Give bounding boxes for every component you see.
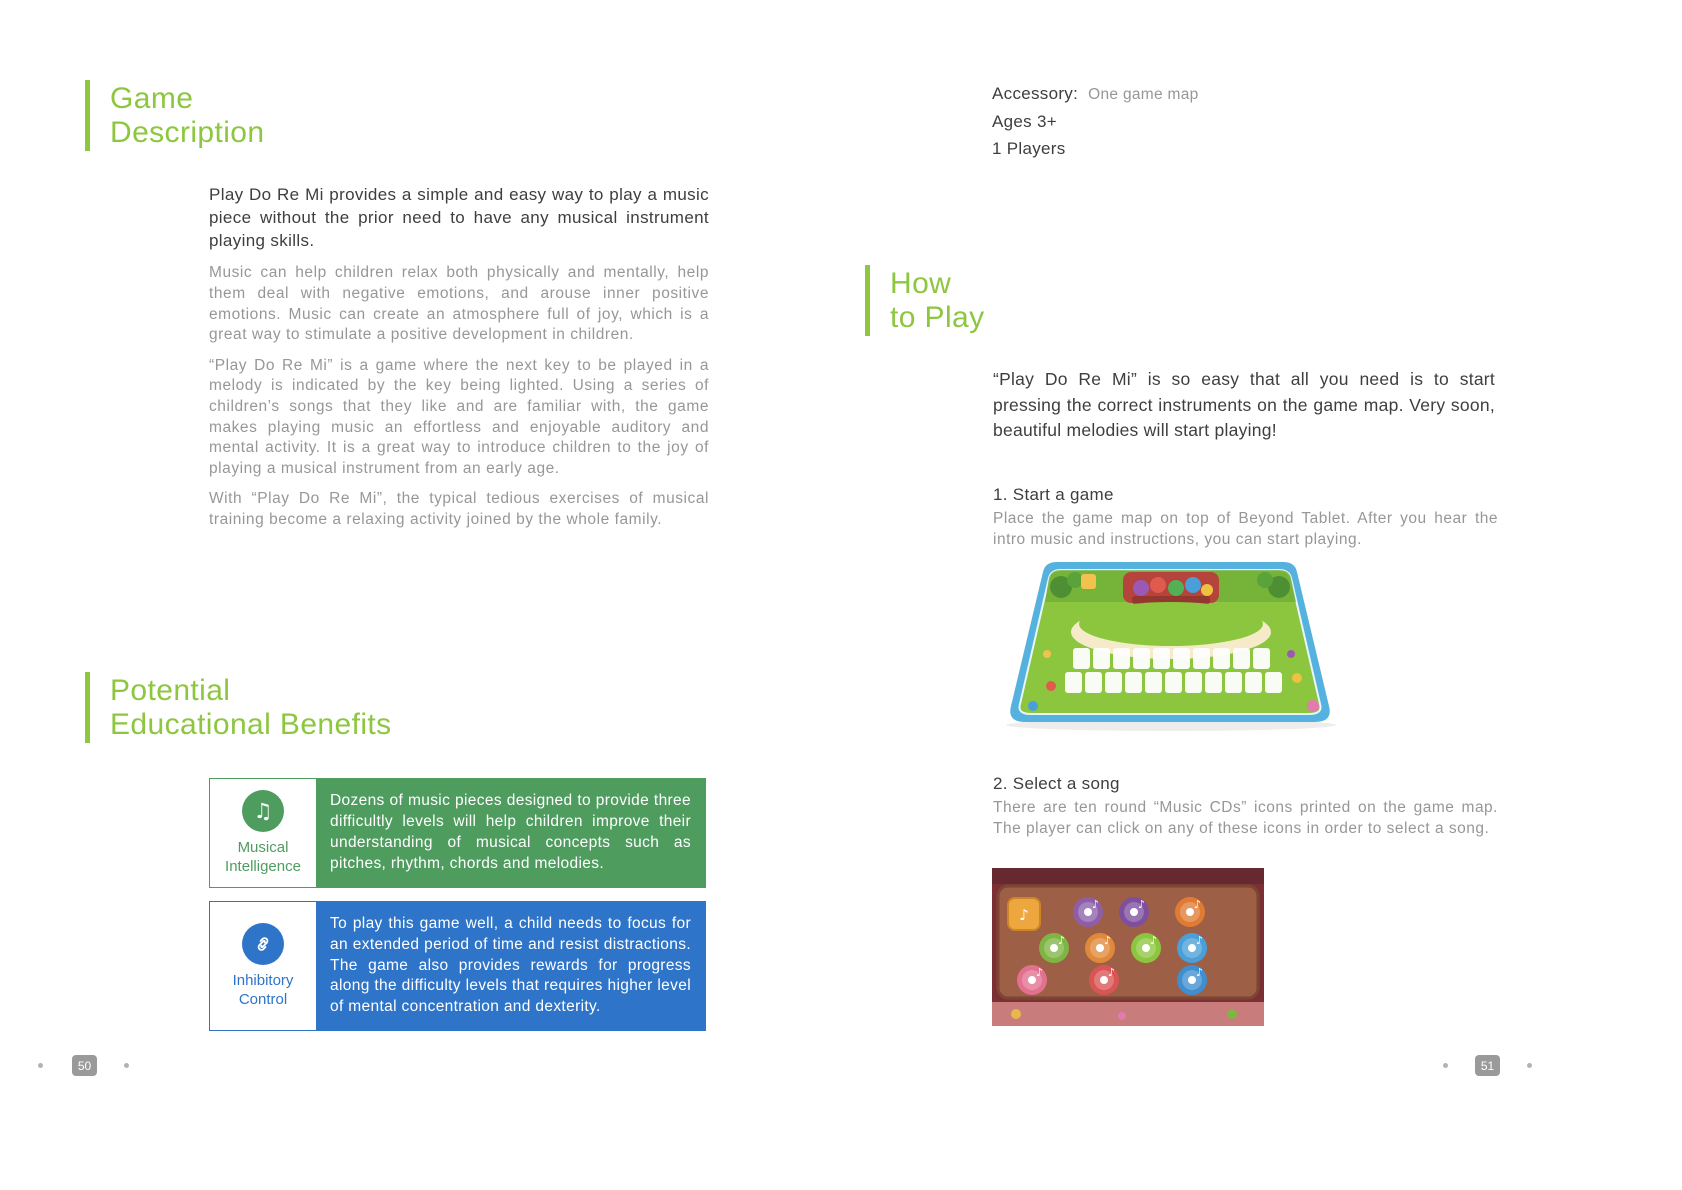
body-paragraph: With “Play Do Re Mi”, the typical tedious exercises of musical training become a relaxing activity joined by the whole family. bbox=[209, 490, 709, 529]
cd-image-bottom-strip bbox=[992, 1002, 1264, 1026]
step-1-text: Place the game map on top of Beyond Tablet. After you hear the intro music and instructions, you can start playing. bbox=[993, 510, 1498, 548]
benefit-label bbox=[233, 972, 294, 1010]
svg-text:♪: ♪ bbox=[1196, 934, 1204, 947]
intro-paragraph: “Play Do Re Mi” is so easy that all you need is to start pressing the correct instruments on the game map. Very soon, beautiful melodies will start playing! bbox=[993, 369, 1495, 441]
heading-line: Game bbox=[110, 82, 194, 115]
map-corner-tile bbox=[1081, 574, 1096, 589]
benefit-label-line: Inhibitory bbox=[232, 971, 294, 989]
benefit-label-line: Intelligence bbox=[225, 857, 301, 875]
benefit-card-musical-intelligence bbox=[209, 778, 706, 888]
svg-text:♪: ♪ bbox=[1104, 934, 1112, 947]
svg-text:♪: ♪ bbox=[1196, 966, 1204, 979]
svg-text:♪: ♪ bbox=[1138, 898, 1146, 911]
page-number-badge bbox=[72, 1055, 97, 1076]
benefit-icon-box bbox=[210, 902, 316, 1030]
chain-link-icon bbox=[242, 923, 284, 965]
benefits-heading bbox=[85, 672, 392, 743]
accessory-row bbox=[992, 80, 1199, 108]
game-description-body bbox=[209, 183, 709, 541]
page-number: 50 bbox=[77, 1058, 92, 1073]
page-number-badge bbox=[1475, 1055, 1500, 1076]
page-number: 51 bbox=[1480, 1058, 1495, 1073]
benefit-label bbox=[225, 839, 301, 877]
benefit-icon-box bbox=[210, 779, 316, 887]
svg-text:♪: ♪ bbox=[1058, 934, 1066, 947]
ages-text: Ages 3+ bbox=[992, 111, 1057, 131]
dot-decoration bbox=[124, 1063, 129, 1068]
players-text: 1 Players bbox=[992, 139, 1066, 159]
svg-text:♪: ♪ bbox=[1036, 966, 1044, 979]
svg-text:♪: ♪ bbox=[1150, 934, 1158, 947]
heading-line: How bbox=[890, 267, 952, 300]
game-description-heading bbox=[85, 80, 264, 151]
svg-text:♪: ♪ bbox=[1108, 966, 1116, 979]
body-paragraph: Music can help children relax both physically and mentally, help them deal with negative emotions, and arouse inner positive emotions. Music can create an atmosphere full of joy, which is a great way to stimulate a positive development in children. bbox=[209, 264, 709, 344]
heading-line: Description bbox=[110, 115, 265, 149]
svg-text:♪: ♪ bbox=[1194, 898, 1202, 911]
benefit-label-line: Musical bbox=[237, 838, 289, 856]
benefit-text bbox=[316, 779, 705, 887]
dot-decoration bbox=[1443, 1063, 1448, 1068]
lead-paragraph: Play Do Re Mi provides a simple and easy way to play a music piece without the prior need to have any musical instrument playing skills. bbox=[209, 185, 709, 251]
dot-decoration bbox=[38, 1063, 43, 1068]
svg-text:♪: ♪ bbox=[1019, 906, 1029, 924]
benefit-label-line: Control bbox=[238, 990, 288, 1008]
how-to-play-heading bbox=[865, 265, 985, 336]
chain-link-svg bbox=[252, 933, 274, 955]
dot-decoration bbox=[1527, 1063, 1532, 1068]
benefit-text-content: To play this game well, a child needs to focus for an extended period of time and resist distractions. The game also provides rewards for progress along the difficulty levels that requires higher level of mental concentration and dexterity. bbox=[330, 915, 691, 1016]
step-2-heading: 2. Select a song bbox=[993, 774, 1120, 793]
step-2-text: There are ten round “Music CDs” icons printed on the game map. The player can click on any of these icons in order to select a song. bbox=[993, 799, 1498, 837]
music-cds-illustration bbox=[992, 868, 1264, 1026]
svg-text:♪: ♪ bbox=[1092, 898, 1100, 911]
map-stage bbox=[1123, 572, 1219, 604]
step-1-heading: 1. Start a game bbox=[993, 485, 1114, 504]
game-map-image bbox=[995, 558, 1347, 734]
song-selector-tile bbox=[1008, 898, 1040, 930]
benefit-text bbox=[316, 902, 705, 1030]
heading-line: to Play bbox=[890, 300, 985, 334]
game-map-illustration bbox=[1010, 562, 1329, 722]
body-paragraph: “Play Do Re Mi” is a game where the next key to be played in a melody is indicated by the key being lighted. Using a series of children’s songs that they like and are familiar with, the game makes playing music an effortless and enjoyable auditory and mental activity. It is a great way to introduce children to the joy of playing a musical instrument from an early age. bbox=[209, 356, 709, 477]
accessory-value: One game map bbox=[1088, 86, 1199, 103]
benefit-card-inhibitory-control bbox=[209, 901, 706, 1031]
benefit-cards bbox=[209, 778, 706, 1031]
heading-line: Potential bbox=[110, 674, 231, 707]
accessory-label: Accessory: bbox=[992, 84, 1079, 103]
heading-line: Educational Benefits bbox=[110, 707, 392, 741]
music-cds-image bbox=[992, 868, 1264, 1026]
music-note-icon bbox=[242, 790, 284, 832]
benefit-text-content: Dozens of music pieces designed to provide three difficultly levels will help children improve their understanding of musical concepts such as pitches, rhythm, chords and melodies. bbox=[330, 792, 691, 872]
music-note-glyph: ♫ bbox=[253, 798, 273, 823]
accessory-block bbox=[992, 80, 1199, 163]
